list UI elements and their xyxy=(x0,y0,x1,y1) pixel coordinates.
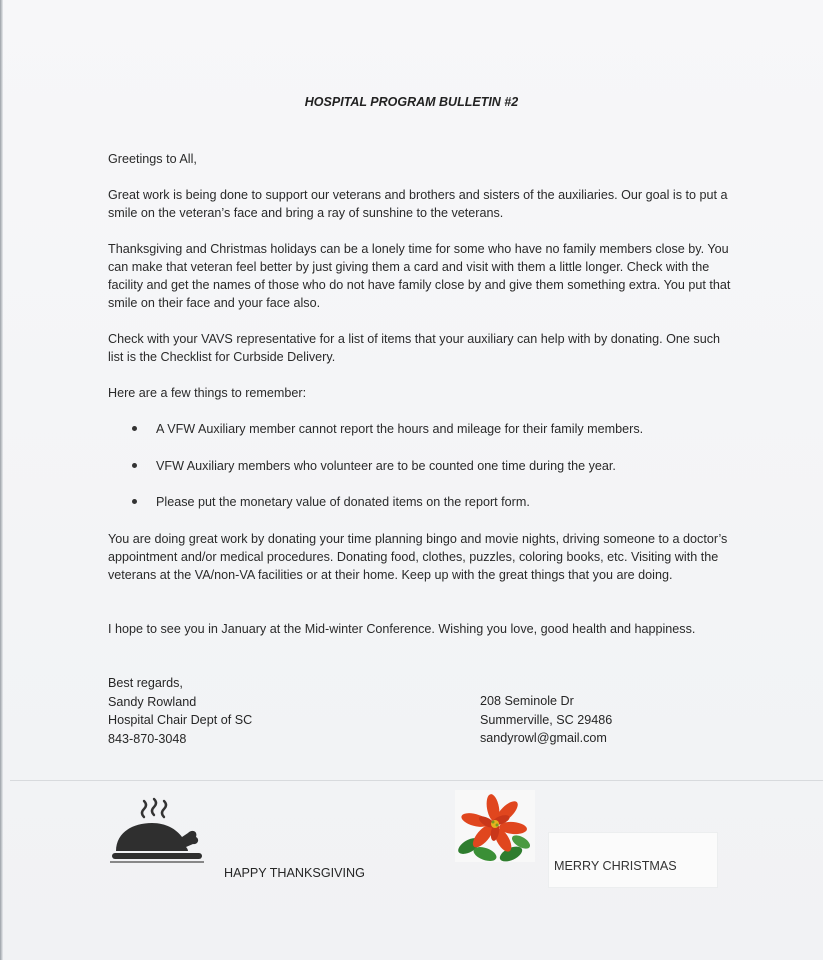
signature-block xyxy=(108,674,252,748)
poinsettia-icon xyxy=(455,790,535,862)
reminder-list xyxy=(108,420,748,530)
paragraph-remember: Here are a few things to remember: xyxy=(108,386,307,400)
paragraph-conference: I hope to see you in January at the Mid-winter Conference. Wishing you love, good health and happiness. xyxy=(108,622,696,636)
christmas-greeting: MERRY CHRISTMAS xyxy=(554,859,677,873)
scan-edge xyxy=(0,0,3,960)
list-item: Please put the monetary value of donated items on the report form. xyxy=(108,493,748,530)
paragraph-great-work: You are doing great work by donating your time planning bingo and movie nights, driving someone to a doctor’s appointment and/or medical procedures. Donating food, clothes, puzzles, coloring books, etc. Visiting with the veterans at the VA/non-VA facilities or at their home. Keep up with the great things that you are doing. xyxy=(108,532,728,582)
signer-name: Sandy Rowland xyxy=(108,694,197,709)
list-item: A VFW Auxiliary member cannot report the hours and mileage for their family members. xyxy=(108,420,748,457)
fold-line xyxy=(10,780,823,781)
bullet-icon xyxy=(132,426,137,431)
list-item: VFW Auxiliary members who volunteer are to be counted one time during the year. xyxy=(108,457,748,494)
thanksgiving-greeting: HAPPY THANKSGIVING xyxy=(224,866,365,880)
paragraph-holidays: Thanksgiving and Christmas holidays can be a lonely time for some who have no family members close by. You can make that veteran feel better by just giving them a card and visit with them a little longer. Check with the facility and get the names of those who do not have family close by and give them something extra. You put that smile on their face and your face also. xyxy=(108,242,731,310)
address-line-2: Summerville, SC 29486 xyxy=(480,712,613,727)
paragraph-vavs: Check with your VAVS representative for a list of items that your auxiliary can help with by donating. One such list is the Checklist for Curbside Delivery. xyxy=(108,332,721,364)
poinsettia-frame xyxy=(455,790,535,862)
sign-off: Best regards, xyxy=(108,676,183,690)
bullet-icon xyxy=(132,463,137,468)
paragraph-goal: Great work is being done to support our veterans and brothers and sisters of the auxiliaries. Our goal is to put a smile on the veteran’s face and bring a ray of sunshine to the veterans. xyxy=(108,188,728,220)
roast-turkey-icon xyxy=(108,795,206,867)
greeting: Greetings to All, xyxy=(108,152,197,166)
email-address: sandyrowl@gmail.com xyxy=(480,731,607,745)
contact-block xyxy=(480,692,612,748)
address-line-1: 208 Seminole Dr xyxy=(480,694,574,708)
bullet-icon xyxy=(132,499,137,504)
bulletin-title: HOSPITAL PROGRAM BULLETIN #2 xyxy=(304,95,519,109)
signer-phone: 843-870-3048 xyxy=(108,731,187,746)
signer-position: Hospital Chair Dept of SC xyxy=(108,713,253,727)
